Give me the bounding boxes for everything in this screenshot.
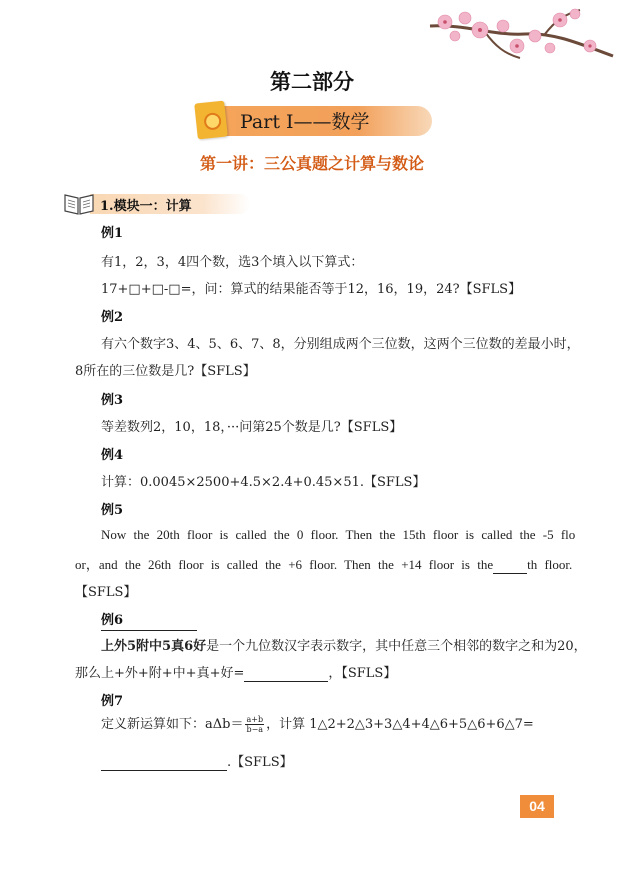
example-4-line-1: 计算：0.0045×2500+4.5×2.4+0.45×51.【SFLS】 — [101, 475, 426, 490]
example-2-line-1: 有六个数字3、4、5、6、7、8，分别组成两个三位数，这两个三位数的差最小时， — [101, 337, 580, 352]
answer-blank — [244, 666, 328, 682]
example-1-label: 例1 — [101, 226, 124, 241]
example-7-label: 例7 — [101, 694, 124, 709]
example-6-label: 例6 — [101, 613, 124, 628]
example-1-line-2: 17+□+□-□=，问：算式的结果能否等于12，16，19，24?【SFLS】 — [101, 282, 522, 297]
example-7-line-1-end: ，计算 1△2+2△3+3△4+4△6+5△6+6△7= — [266, 717, 534, 732]
example-5-line-3: 【SFLS】 — [75, 585, 137, 600]
example-3-line-1: 等差数列2，10，18，···问第25个数是几?【SFLS】 — [101, 420, 403, 435]
part-title: 第二部分 — [270, 69, 354, 94]
lecture-title: 第一讲：三公真题之计算与数论 — [199, 154, 424, 173]
module-heading — [62, 190, 252, 216]
example-5-line-2-text: or，and the 26th floor is called the +6 floor. Then the +14 floor is the — [75, 557, 494, 572]
example-1-line-1: 有1，2，3，4四个数，选3个填入以下算式： — [101, 255, 364, 270]
open-book-icon — [62, 190, 96, 216]
example-6-line-1 — [101, 635, 587, 654]
example-5-label: 例5 — [101, 503, 124, 518]
example-2-line-2: 8所在的三位数是几?【SFLS】 — [75, 364, 256, 379]
module-label: 1.模块一：计算 — [100, 199, 192, 214]
example-7-line-1-text: 定义新运算如下：aΔb＝ — [101, 717, 244, 732]
example-7-line-2-end: .【SFLS】 — [227, 755, 293, 770]
example-6-line-2-end: ，【SFLS】 — [328, 666, 397, 681]
example-5-line-2-end: th floor. — [527, 557, 573, 572]
example-5-line-2 — [75, 554, 572, 574]
example-4-label: 例4 — [101, 448, 124, 463]
example-3-label: 例3 — [101, 393, 124, 408]
example-6-rule — [101, 630, 197, 631]
example-6-hanzi-number: 上外5附中5真6好 — [101, 639, 207, 654]
fraction-numerator: a+b — [246, 715, 264, 724]
answer-blank — [101, 755, 227, 771]
example-7-line-2 — [101, 751, 293, 771]
answer-blank — [493, 557, 527, 574]
example-2-label: 例2 — [101, 310, 124, 325]
example-6-line-2-text: 那么上+外+附+中+真+好= — [75, 666, 245, 681]
badge-icon — [194, 101, 228, 140]
fraction — [245, 715, 264, 734]
example-7-line-1 — [101, 713, 534, 734]
section-banner — [196, 102, 432, 140]
example-5-line-1: Now the 20th floor is called the 0 floor. Then the 15th floor is called the -5 flo — [101, 527, 576, 542]
banner-title: Part I——数学 — [240, 111, 370, 133]
example-6-line-1-text: 是一个九位数汉字表示数字，其中任意三个相邻的数字之和为20， — [206, 639, 587, 654]
cherry-blossom-decoration — [425, 6, 615, 66]
fraction-denominator: b−a — [246, 725, 264, 734]
page-number: 04 — [520, 795, 554, 818]
example-6-line-2 — [75, 662, 396, 682]
